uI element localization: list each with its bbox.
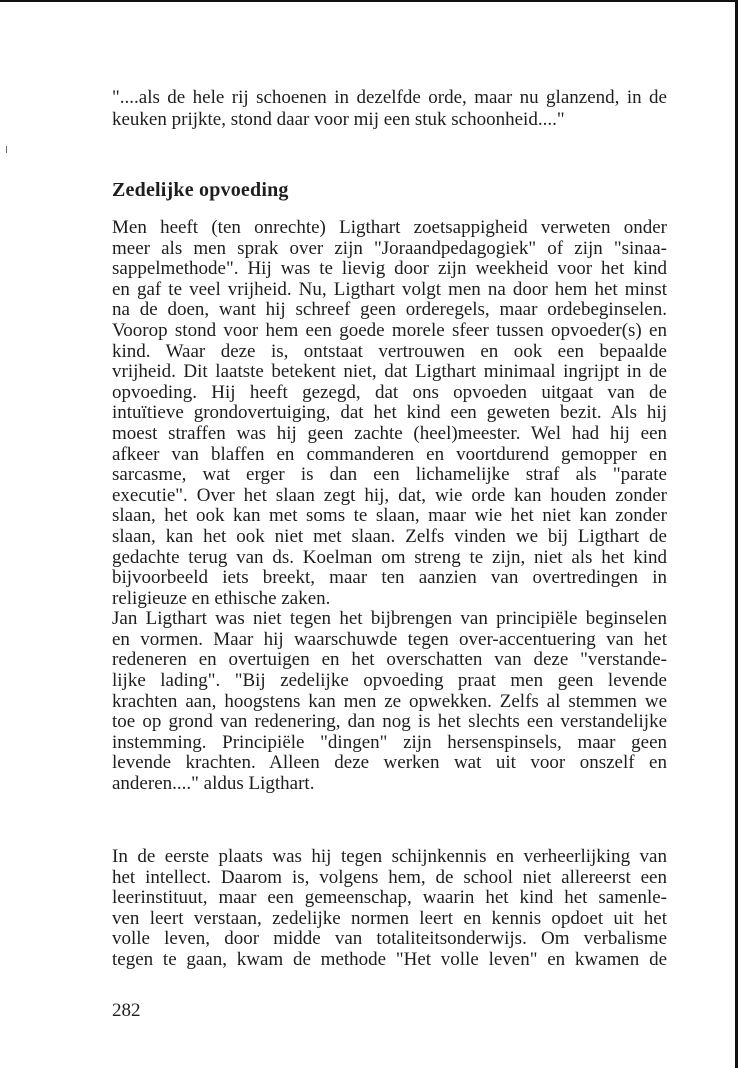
text-line: kind. Waar deze is, ontstaat vertrouwen en ook een bepaalde xyxy=(112,340,667,362)
text-line: volle leven, door midde van totaliteitsonderwijs. Om verbalisme xyxy=(112,928,667,950)
text-line: bijvoorbeeld iets breekt, maar ten aanzien van overtredingen in xyxy=(112,567,667,589)
text-line: intuïtieve grondovertuiging, dat het kind een geweten bezit. Als hij xyxy=(112,402,667,424)
text-column xyxy=(112,87,667,970)
text-line: instemming. Principiële "dingen" zijn hersenspinsels, maar geen xyxy=(112,731,667,753)
text-line: krachten aan, hoogstens kan men ze opwekken. Zelfs al stemmen we xyxy=(112,690,667,712)
text-line: leerinstituut, maar een gemeenschap, waarin het kind het samenle- xyxy=(112,887,667,909)
text-line: slaan, kan het ook niet met slaan. Zelfs vinden we bij Ligthart de xyxy=(112,525,667,547)
text-line: en gaf te veel vrijheid. Nu, Ligthart volgt men na door hem het minst xyxy=(112,278,667,300)
paragraph-2 xyxy=(112,847,667,971)
text-line: ven leert verstaan, zedelijke normen leert en kennis opdoet uit het xyxy=(112,907,667,929)
text-line: sappelmethode". Hij was te lievig door zijn weekheid voor het kind xyxy=(112,258,667,280)
text-line: vrijheid. Dit laatste betekent niet, dat Ligthart minimaal ingrijpt in de xyxy=(112,361,667,383)
text-line: levende krachten. Alleen deze werken wat uit voor onszelf en xyxy=(112,752,667,774)
text-line: toe op grond van redenering, dan nog is het slechts een verstandelijke xyxy=(112,711,667,733)
text-line: het intellect. Daarom is, volgens hem, de school niet allereerst een xyxy=(112,866,667,888)
text-line: gedachte terug van ds. Koelman om streng te zijn, niet als het kind xyxy=(112,546,667,568)
page-number: 282 xyxy=(112,1000,141,1021)
text-line: tegen te gaan, kwam de methode "Het volle leven" en kwamen de xyxy=(112,948,667,970)
text-line: Jan Ligthart was niet tegen het bijbrengen van principiële beginselen xyxy=(112,608,667,630)
section-heading: Zedelijke opvoeding xyxy=(112,179,289,201)
text-line: opvoeding. Hij heeft gezegd, dat ons opvoeden uitgaat van de xyxy=(112,381,667,403)
opening-quote xyxy=(112,87,667,130)
text-line: Voorop stond voor hem een goede morele sfeer tussen opvoeder(s) en xyxy=(112,319,667,341)
text-line: executie". Over het slaan zegt hij, dat, wie orde kan houden zonder xyxy=(112,484,667,506)
quote-line: keuken prijkte, stond daar voor mij een stuk schoonheid...." xyxy=(112,108,565,130)
quote-line: "....als de hele rij schoenen in dezelfde orde, maar nu glanzend, in de xyxy=(112,87,667,108)
text-line: moest straffen was hij geen zachte (heel)meester. Wel had hij een xyxy=(112,422,667,444)
text-line: religieuze en ethische zaken. xyxy=(112,587,331,609)
text-line: lijke lading". "Bij zedelijke opvoeding praat men geen levende xyxy=(112,670,667,692)
margin-mark xyxy=(6,146,7,153)
text-line: meer als men sprak over zijn "Joraandpedagogiek" of zijn "sinaa- xyxy=(112,237,667,259)
text-line: slaan, het ook kan met soms te slaan, maar wie het niet kan zonder xyxy=(112,505,667,527)
text-line: en vormen. Maar hij waarschuwde tegen over-accentuering van het xyxy=(112,628,667,650)
text-line: na de doen, want hij schreef geen orderegels, maar ordebeginselen. xyxy=(112,299,667,321)
text-line: anderen...." aldus Ligthart. xyxy=(112,773,315,795)
text-line: sarcasme, wat erger is dan een lichamelijke straf als "parate xyxy=(112,464,667,486)
text-line: redeneren en overtuigen en het overschatten van deze "verstande- xyxy=(112,649,667,671)
paragraph-1 xyxy=(112,218,667,795)
text-line: afkeer van blaffen en commanderen en voortdurend gemopper en xyxy=(112,443,667,465)
text-line: Men heeft (ten onrechte) Ligthart zoetsappigheid verweten onder xyxy=(112,217,667,238)
text-line: In de eerste plaats was hij tegen schijnkennis en verheerlijking van xyxy=(112,846,667,867)
